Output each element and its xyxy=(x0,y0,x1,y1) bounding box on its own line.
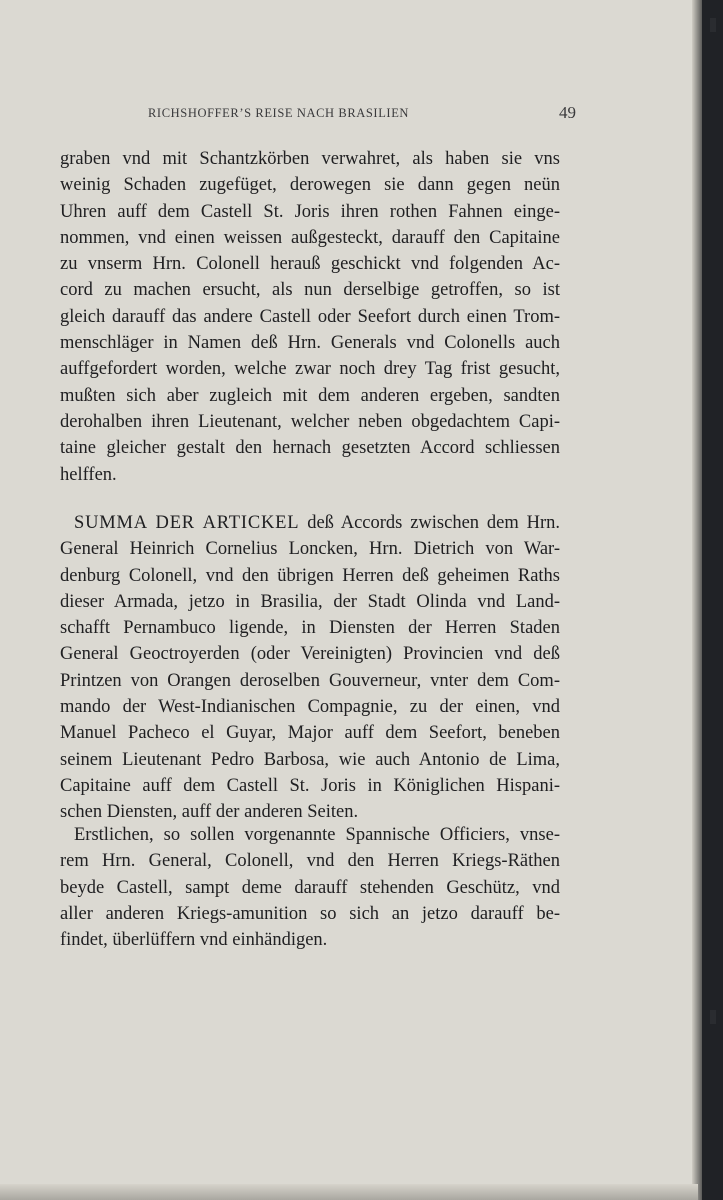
text-line: rem Hrn. General, Colonell, vnd den Herren Kriegs-Räthen xyxy=(60,851,560,872)
page-bottom-shadow xyxy=(0,1184,698,1200)
text-line: Uhren auff dem Castell St. Joris ihren rothen Fahnen einge- xyxy=(60,201,560,222)
text-line: zu vnserm Hrn. Colonell herauß geschickt vnd folgenden Ac- xyxy=(60,254,560,275)
text-line: denburg Colonell, vnd den übrigen Herren deß geheimen Raths xyxy=(60,565,560,586)
text-line: gleich darauff das andere Castell oder Seefort durch einen Trom- xyxy=(60,306,560,327)
text-line: helffen. xyxy=(60,464,117,485)
text-line: menschläger in Namen deß Hrn. Generals vnd Colonells auch xyxy=(60,333,560,354)
paragraph-2 xyxy=(60,510,560,826)
running-head: RICHSHOFFER’S REISE NACH BRASILIEN xyxy=(148,106,410,120)
text-line: mando der West-Indianischen Compagnie, zu der einen, vnd xyxy=(60,697,560,718)
text-line: taine gleicher gestalt den hernach gesetzten Accord schliessen xyxy=(60,438,560,459)
text-line: Erstlichen, so sollen vorgenannte Spannische Officiers, vnse- xyxy=(74,825,560,845)
text-line: Capitaine auff dem Castell St. Joris in Königlichen Hispani- xyxy=(60,775,560,796)
text-line: mußten sich aber zugleich mit dem anderen ergeben, sandten xyxy=(60,385,560,406)
text-line: findet, überlüffern vnd einhändigen. xyxy=(60,930,328,951)
text-line: Manuel Pacheco el Guyar, Major auff dem Seefort, beneben xyxy=(60,723,560,744)
text-line: schafft Pernambuco ligende, in Diensten der Herren Staden xyxy=(60,618,560,639)
text-line: schen Diensten, auff der anderen Seiten. xyxy=(60,802,359,823)
page-number: 49 xyxy=(559,103,576,122)
text-line: weinig Schaden zugefüget, derowegen sie dann gegen neün xyxy=(60,175,560,196)
text-line: nommen, vnd einen weissen außgesteckt, darauff den Capitaine xyxy=(60,227,560,248)
text-line: graben vnd mit Schantzkörben verwahret, als haben sie vns xyxy=(60,149,560,169)
text-line: General Geoctroyerden (oder Vereinigten) Provincien vnd deß xyxy=(60,644,560,665)
text-line: aller anderen Kriegs-amunition so sich an jetzo darauff be- xyxy=(60,903,560,924)
paragraph-3 xyxy=(60,822,560,953)
text-line: auffgefordert worden, welche zwar noch drey Tag frist gesucht, xyxy=(60,359,560,380)
page-edge-shadow xyxy=(692,0,702,1200)
text-line: cord zu machen ersucht, als nun derselbige getroffen, so ist xyxy=(60,280,560,301)
text-line: dieser Armada, jetzo in Brasilia, der Stadt Olinda vnd Land- xyxy=(60,591,560,612)
scan-edge-mark xyxy=(710,18,716,32)
text-line: derohalben ihren Lieutenant, welcher neben obgedachtem Capi- xyxy=(60,411,560,432)
text-line: seinem Lieutenant Pedro Barbosa, wie auch Antonio de Lima, xyxy=(60,749,560,770)
heading-continuation: deß Accords zwischen dem Hrn. xyxy=(307,513,561,533)
text-line: Printzen von Orangen deroselben Gouverneur, vnter dem Com- xyxy=(60,670,560,691)
section-heading: SUMMA DER ARTICKEL xyxy=(74,513,300,533)
scan-edge-mark xyxy=(710,1010,716,1024)
text-line: beyde Castell, sampt deme darauff stehenden Geschütz, vnd xyxy=(60,877,560,898)
text-line: General Heinrich Cornelius Loncken, Hrn. Dietrich von War- xyxy=(60,539,560,560)
paragraph-1 xyxy=(60,146,560,488)
text-line xyxy=(60,510,560,536)
